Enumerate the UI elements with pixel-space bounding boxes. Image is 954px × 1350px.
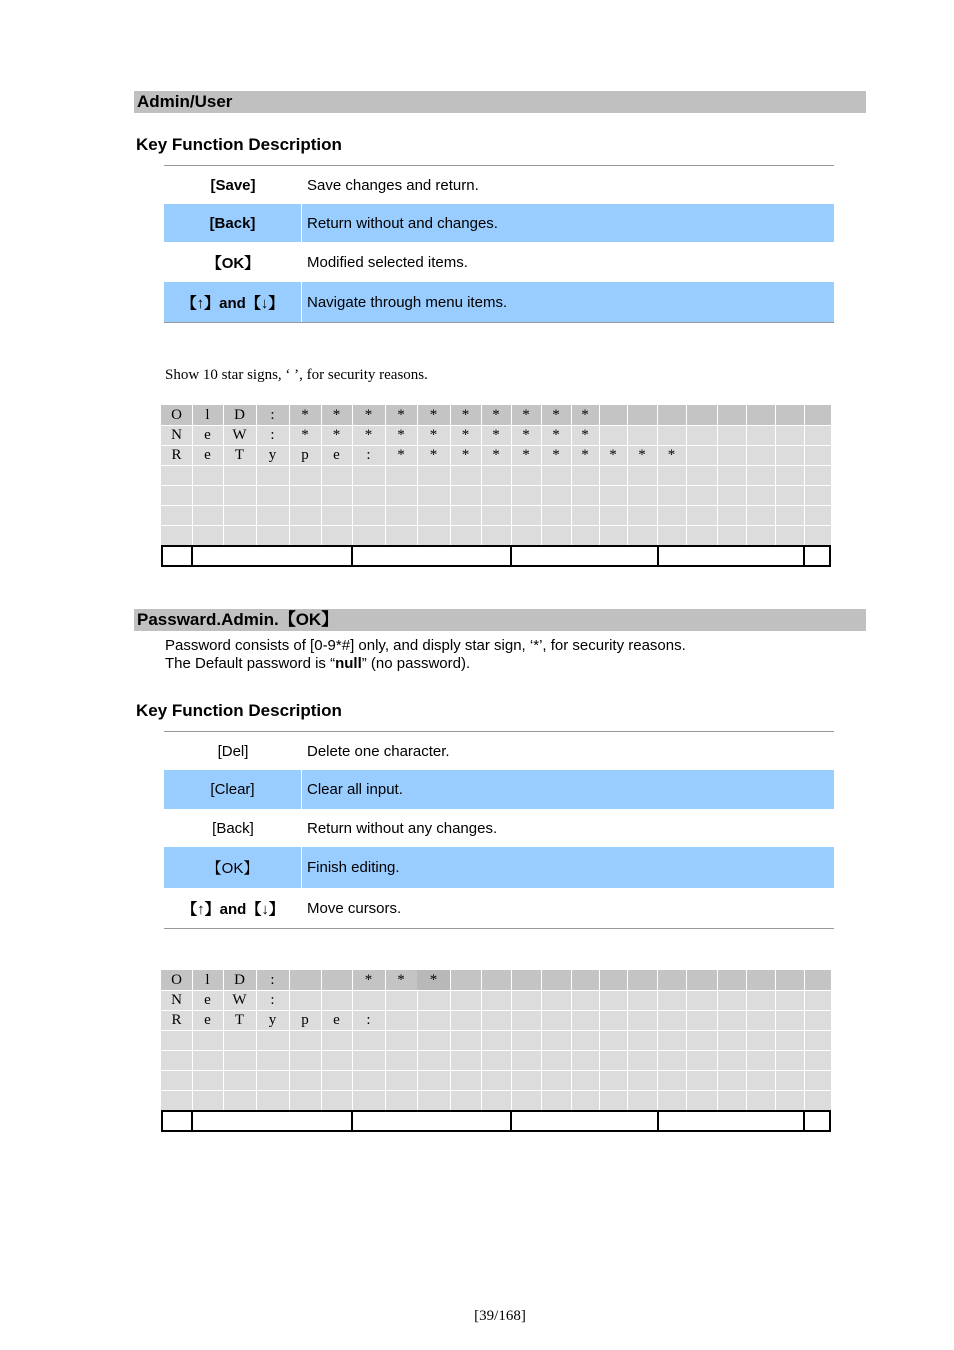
lcd-char: O	[171, 972, 182, 988]
table-row	[164, 809, 834, 847]
lcd-star-char: *	[364, 427, 373, 443]
key-description: Navigate through menu items.	[307, 293, 508, 311]
softkey-divider	[351, 1112, 353, 1130]
section-title-bar	[134, 609, 866, 631]
grid-line	[657, 405, 658, 545]
grid-line	[804, 970, 805, 1110]
grid-line	[541, 970, 542, 1110]
grid-line	[161, 465, 831, 466]
lcd-star-char: *	[429, 407, 438, 423]
grid-line	[481, 970, 482, 1110]
grid-line	[289, 970, 290, 1110]
key-label: 【↑】and【↓】	[164, 282, 302, 322]
lcd-star-char: *	[301, 427, 309, 443]
lcd-star-char: *	[332, 427, 341, 443]
lcd-char: p	[301, 1012, 309, 1028]
key-description: Delete one character.	[307, 742, 450, 760]
grid-line	[161, 1090, 831, 1091]
grid-line	[385, 970, 386, 1110]
lcd-star-char: *	[522, 407, 530, 423]
grid-line	[417, 970, 418, 1110]
grid-line	[686, 970, 687, 1110]
grid-line	[657, 970, 658, 1110]
table-row	[164, 204, 834, 242]
key-label: [Save]	[210, 176, 256, 194]
default-password-text: The Default password is “null” (no password).	[165, 655, 471, 672]
grid-line	[161, 525, 831, 526]
grid-line	[599, 405, 600, 545]
key-function-table	[164, 165, 834, 323]
table-row	[164, 166, 834, 204]
lcd-display	[161, 970, 831, 1132]
grid-line	[161, 485, 831, 486]
lcd-char: W	[232, 427, 247, 443]
softkey-divider	[510, 547, 512, 565]
lcd-star-char: *	[492, 427, 500, 443]
key-function-table	[164, 731, 834, 929]
grid-line	[321, 970, 322, 1110]
key-function-heading: Key Function Description	[136, 135, 342, 154]
lcd-char: :	[366, 1012, 371, 1028]
lcd-char: N	[171, 992, 182, 1008]
lcd-star-char: *	[429, 427, 438, 443]
lcd-char: O	[171, 407, 182, 423]
lcd-star-char: *	[581, 407, 589, 423]
lcd-star-char: *	[522, 447, 530, 463]
password-rule-text: Password consists of [0-9*#] only, and disply star sign, ‘*’, for security reasons.	[165, 637, 686, 654]
lcd-star-char: *	[461, 427, 470, 443]
grid-line	[599, 970, 600, 1110]
key-description: Clear all input.	[307, 781, 403, 798]
lcd-grid	[161, 970, 831, 1110]
grid-line	[686, 405, 687, 545]
lcd-char: e	[204, 992, 211, 1008]
table-row	[164, 282, 834, 322]
grid-line	[627, 405, 628, 545]
security-note: Show 10 star signs, ‘ ’, for security reasons.	[165, 367, 428, 383]
lcd-star-char: *	[552, 447, 560, 463]
lcd-char: :	[270, 407, 275, 423]
lcd-char: l	[205, 407, 210, 423]
key-label: [Clear]	[164, 770, 302, 809]
lcd-star-char: *	[522, 427, 530, 443]
key-description: Finish editing.	[307, 859, 400, 876]
section-title: Passward.Admin.【OK】	[137, 610, 339, 629]
grid-line	[627, 970, 628, 1110]
page-number: [39/168]	[474, 1308, 526, 1324]
grid-line	[717, 405, 718, 545]
grid-line	[161, 1070, 831, 1071]
table-row	[164, 242, 834, 282]
grid-line	[804, 405, 805, 545]
softkey-divider	[510, 1112, 512, 1130]
key-description: Move cursors.	[307, 899, 402, 917]
grid-line	[717, 970, 718, 1110]
lcd-char: y	[268, 1012, 277, 1028]
lcd-char: T	[234, 1012, 245, 1028]
lcd-softkey-bar	[161, 1110, 831, 1132]
key-label: [Del]	[217, 742, 249, 760]
grid-line	[746, 970, 747, 1110]
lcd-star-char: *	[552, 407, 560, 423]
key-label: 【↑】and【↓】	[182, 900, 284, 918]
grid-line	[775, 405, 776, 545]
grid-line	[352, 970, 353, 1110]
grid-line	[161, 1050, 831, 1051]
key-description: Return without any changes.	[307, 819, 498, 837]
lcd-star-char: *	[461, 407, 470, 423]
softkey-divider	[803, 1112, 805, 1130]
lcd-star-char: *	[397, 427, 405, 443]
lcd-star-char: *	[461, 447, 470, 463]
key-label: [Back]	[164, 204, 302, 242]
softkey-divider	[657, 1112, 659, 1130]
lcd-char: e	[204, 427, 211, 443]
lcd-star-char: *	[397, 407, 405, 423]
lcd-star-char: *	[609, 447, 617, 463]
section-title: Admin/User	[137, 92, 233, 111]
table-row	[164, 732, 834, 770]
lcd-char: l	[205, 972, 210, 988]
table-row	[164, 847, 834, 888]
softkey-divider	[657, 547, 659, 565]
lcd-char: :	[270, 427, 275, 443]
lcd-star-char: *	[667, 447, 676, 463]
lcd-star-char: *	[364, 972, 373, 988]
lcd-char: R	[171, 447, 182, 463]
softkey-divider	[191, 1112, 193, 1130]
lcd-star-char: *	[429, 972, 438, 988]
key-label: 【OK】	[164, 847, 302, 888]
lcd-char: W	[232, 992, 247, 1008]
lcd-star-char: *	[552, 427, 560, 443]
lcd-display	[161, 405, 831, 567]
lcd-char: D	[234, 407, 245, 423]
lcd-star-char: *	[581, 447, 589, 463]
grid-line	[746, 405, 747, 545]
lcd-star-char: *	[492, 407, 500, 423]
lcd-char: e	[204, 1012, 211, 1028]
lcd-char: e	[333, 1012, 340, 1028]
section-title-bar	[134, 91, 866, 113]
lcd-star-char: *	[301, 407, 309, 423]
lcd-char: D	[234, 972, 245, 988]
lcd-char: :	[270, 972, 275, 988]
softkey-divider	[191, 547, 193, 565]
table-row	[164, 888, 834, 928]
lcd-grid	[161, 405, 831, 545]
key-description: Return without and changes.	[307, 214, 498, 232]
key-description: Modified selected items.	[307, 253, 468, 271]
lcd-char: T	[234, 447, 245, 463]
lcd-star-char: *	[397, 447, 405, 463]
lcd-softkey-bar	[161, 545, 831, 567]
lcd-char: p	[301, 447, 309, 463]
lcd-char: :	[270, 992, 275, 1008]
lcd-char: :	[366, 447, 371, 463]
grid-line	[450, 970, 451, 1110]
softkey-divider	[803, 547, 805, 565]
lcd-star-char: *	[364, 407, 373, 423]
grid-line	[161, 1030, 831, 1031]
lcd-star-char: *	[581, 427, 589, 443]
key-label: 【OK】	[206, 254, 260, 272]
grid-line	[161, 505, 831, 506]
lcd-char: N	[171, 427, 182, 443]
lcd-star-char: *	[429, 447, 438, 463]
lcd-star-char: *	[332, 407, 341, 423]
lcd-star-char: *	[492, 447, 500, 463]
table-row	[164, 770, 834, 809]
lcd-char: R	[171, 1012, 182, 1028]
grid-line	[571, 970, 572, 1110]
lcd-char: e	[333, 447, 340, 463]
key-function-heading: Key Function Description	[136, 701, 342, 720]
key-label: [Back]	[212, 819, 254, 837]
lcd-char: e	[204, 447, 211, 463]
lcd-star-char: *	[638, 447, 646, 463]
key-description: Save changes and return.	[307, 176, 479, 194]
lcd-star-char: *	[397, 972, 405, 988]
lcd-char: y	[268, 447, 277, 463]
softkey-divider	[351, 547, 353, 565]
grid-line	[775, 970, 776, 1110]
grid-line	[511, 970, 512, 1110]
